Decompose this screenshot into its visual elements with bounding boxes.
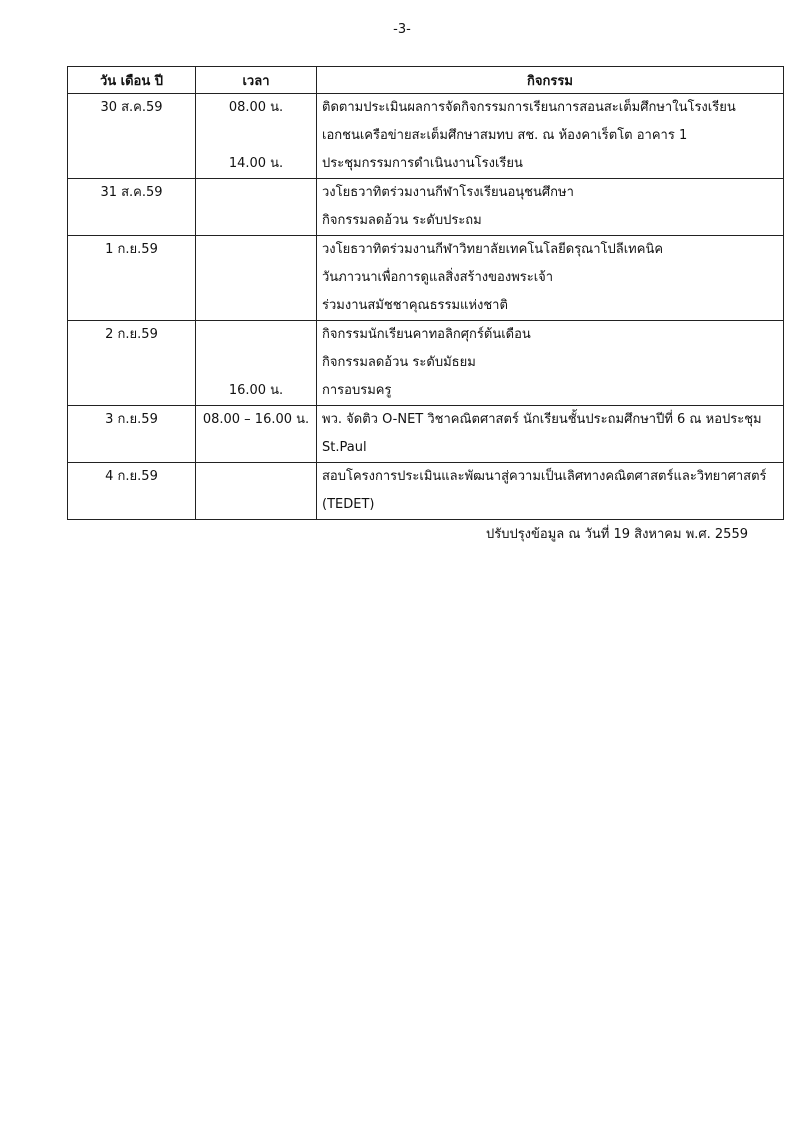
date-line: 4 ก.ย.59 [105, 469, 158, 484]
date-line: 31 ส.ค.59 [100, 185, 163, 200]
date-line [68, 377, 195, 405]
page-number: -3- [393, 22, 411, 37]
time-cell [196, 94, 317, 179]
activity-line: วงโยธวาทิตร่วมงานกีฬาวิทยาลัยเทคโนโลยีดรุณาโปลีเทคนิค [322, 242, 664, 257]
time-line [196, 236, 316, 264]
time-line: 16.00 น. [228, 383, 284, 398]
time-line [196, 179, 316, 207]
date-line: 30 ส.ค.59 [100, 100, 163, 115]
activity-line: ร่วมงานสมัชชาคุณธรรมแห่งชาติ [322, 298, 508, 313]
time-cell [196, 236, 317, 321]
table-body [68, 94, 784, 520]
table-row [68, 94, 784, 179]
time-line [196, 122, 316, 150]
activity-cell [317, 236, 784, 321]
table-row [68, 463, 784, 520]
activity-line: การอบรมครู [322, 383, 392, 398]
activity-line: กิจกรรมนักเรียนคาทอลิกศุกร์ต้นเดือน [322, 327, 531, 342]
date-line: 2 ก.ย.59 [105, 327, 158, 342]
header-date: วัน เดือน ปี [68, 67, 196, 94]
table-row [68, 179, 784, 236]
time-line: 14.00 น. [228, 156, 284, 171]
date-cell [68, 463, 196, 520]
date-line [68, 292, 195, 320]
date-line [68, 207, 195, 235]
date-line [68, 122, 195, 150]
date-line [68, 150, 195, 178]
date-cell [68, 406, 196, 463]
time-line [196, 463, 316, 491]
date-line: 1 ก.ย.59 [105, 242, 158, 257]
time-line [196, 264, 316, 292]
activity-cell [317, 406, 784, 463]
activity-line: ประชุมกรรมการดำเนินงานโรงเรียน [322, 156, 523, 171]
activity-line: กิจกรรมลดอ้วน ระดับมัธยม [322, 355, 476, 370]
table-row [68, 236, 784, 321]
activity-line: วันภาวนาเพื่อการดูแลสิ่งสร้างของพระเจ้า [322, 270, 554, 285]
activity-line: สอบโครงการประเมินและพัฒนาสู่ความเป็นเลิศทางคณิตศาสตร์และวิทยาศาสตร์ [322, 469, 767, 484]
date-cell [68, 236, 196, 321]
time-cell [196, 179, 317, 236]
time-line [196, 491, 316, 519]
time-line [196, 207, 316, 235]
time-line [196, 434, 316, 462]
time-line [196, 321, 316, 349]
table-row [68, 321, 784, 406]
date-line [68, 491, 195, 519]
time-line [196, 292, 316, 320]
activity-line: พว. จัดติว O-NET วิชาคณิตศาสตร์ นักเรียนชั้นประถมศึกษาปีที่ 6 ณ หอประชุม [322, 412, 762, 427]
time-cell [196, 406, 317, 463]
last-updated-note: ปรับปรุงข้อมูล ณ วันที่ 19 สิงหาคม พ.ศ. 2559 [485, 527, 748, 542]
activity-cell [317, 94, 784, 179]
date-cell [68, 179, 196, 236]
activity-line: (TEDET) [322, 497, 375, 512]
time-cell [196, 321, 317, 406]
date-line: 3 ก.ย.59 [105, 412, 158, 427]
schedule-table [67, 66, 784, 520]
header-time: เวลา [196, 67, 317, 94]
activity-line: ติดตามประเมินผลการจัดกิจกรรมการเรียนการสอนสะเต็มศึกษาในโรงเรียน [322, 100, 736, 115]
time-line: 08.00 – 16.00 น. [202, 412, 310, 427]
activity-line: กิจกรรมลดอ้วน ระดับประถม [322, 213, 482, 228]
date-line [68, 349, 195, 377]
activity-line: เอกชนเครือข่ายสะเต็มศึกษาสมทบ สช. ณ ห้องคาเร็ตโต อาคาร 1 [322, 128, 688, 143]
date-line [68, 434, 195, 462]
activity-line: St.Paul [322, 440, 367, 455]
time-cell [196, 463, 317, 520]
header-activity: กิจกรรม [317, 67, 784, 94]
time-line: 08.00 น. [228, 100, 284, 115]
activity-cell [317, 463, 784, 520]
time-line [196, 349, 316, 377]
date-cell [68, 94, 196, 179]
table-row [68, 406, 784, 463]
date-line [68, 264, 195, 292]
activity-line: วงโยธวาทิตร่วมงานกีฬาโรงเรียนอนุชนศึกษา [322, 185, 574, 200]
date-cell [68, 321, 196, 406]
table-header-row [68, 67, 784, 94]
activity-cell [317, 179, 784, 236]
activity-cell [317, 321, 784, 406]
